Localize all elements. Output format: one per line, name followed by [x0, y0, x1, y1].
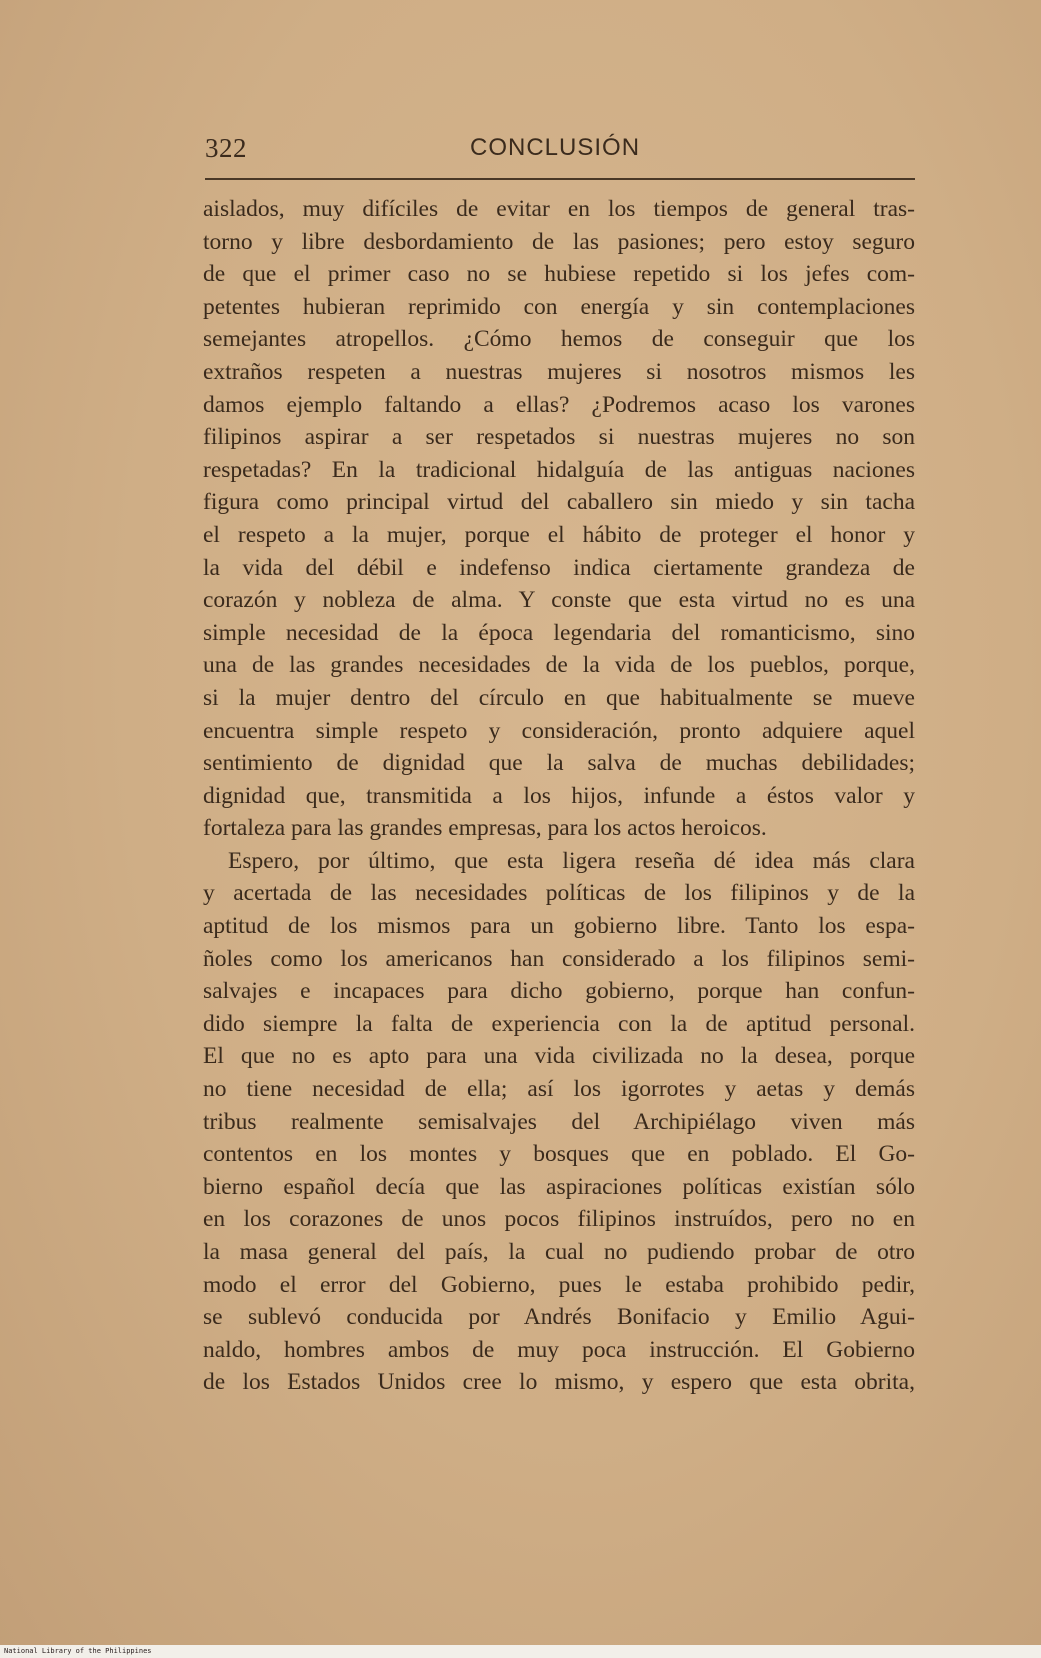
text-line: una de las grandes necesidades de la vida de los pueblos, porque, — [203, 652, 915, 679]
text-line: El que no es apto para una vida civilizada no la desea, porque — [203, 1043, 915, 1070]
text-line: figura como principal virtud del caballero sin miedo y sin tacha — [203, 489, 915, 516]
text-line: filipinos aspirar a ser respetados si nuestras mujeres no son — [203, 424, 915, 451]
scan-bottom-strip — [0, 1645, 1041, 1658]
text-line: dignidad que, transmitida a los hijos, infunde a éstos valor y — [203, 782, 915, 809]
text-line: respetadas? En la tradicional hidalguía de las antiguas naciones — [203, 456, 915, 483]
text-line: de que el primer caso no se hubiese repetido si los jefes com- — [203, 261, 915, 288]
text-line: no tiene necesidad de ella; así los igorrotes y aetas y demás — [203, 1076, 915, 1103]
text-line: aislados, muy difíciles de evitar en los tiempos de general tras- — [203, 196, 915, 222]
text-line: se sublevó conducida por Andrés Bonifacio y Emilio Agui- — [203, 1304, 915, 1331]
page-number: 322 — [205, 133, 247, 163]
body-text — [203, 193, 915, 1399]
text-line: aptitud de los mismos para un gobierno libre. Tanto los espa- — [203, 913, 915, 940]
text-line: de los Estados Unidos cree lo mismo, y espero que esta obrita, — [203, 1369, 915, 1396]
text-line: bierno español decía que las aspiraciones políticas existían sólo — [203, 1173, 915, 1200]
text-line: tribus realmente semisalvajes del Archipiélago viven más — [203, 1108, 915, 1135]
text-line-paragraph-end: fortaleza para las grandes empresas, para los actos heroicos. — [203, 815, 767, 842]
header-rule — [205, 178, 915, 180]
text-line: el respeto a la mujer, porque el hábito de proteger el honor y — [203, 521, 915, 548]
text-line: la vida del débil e indefenso indica ciertamente grandeza de — [203, 554, 915, 581]
text-line: corazón y nobleza de alma. Y conste que esta virtud no es una — [203, 587, 915, 614]
text-line: la masa general del país, la cual no pudiendo probar de otro — [203, 1239, 915, 1265]
text-line-paragraph-start: Espero, por último, que esta ligera reseña dé idea más clara — [228, 847, 915, 874]
scan-credit: National Library of the Philippines — [4, 1647, 152, 1655]
text-line: si la mujer dentro del círculo en que habitualmente se mueve — [203, 684, 915, 711]
text-line: dido siempre la falta de experiencia con la de aptitud personal. — [203, 1010, 915, 1037]
text-line: salvajes e incapaces para dicho gobierno, porque han confun- — [203, 978, 915, 1005]
text-line: contentos en los montes y bosques que en poblado. El Go- — [203, 1141, 915, 1168]
text-line: sentimiento de dignidad que la salva de muchas debilidades; — [203, 750, 915, 777]
text-line: encuentra simple respeto y consideración, pronto adquiere aquel — [203, 717, 915, 744]
text-line: simple necesidad de la época legendaria del romanticismo, sino — [203, 619, 915, 646]
text-line: damos ejemplo faltando a ellas? ¿Podremos acaso los varones — [203, 391, 915, 418]
text-line: modo el error del Gobierno, pues le estaba prohibido pedir, — [203, 1271, 915, 1298]
text-line: y acertada de las necesidades políticas de los filipinos y de la — [203, 880, 915, 907]
text-line: extraños respeten a nuestras mujeres si nosotros mismos les — [203, 358, 915, 385]
running-head: CONCLUSIÓN — [470, 134, 641, 161]
text-line: ñoles como los americanos han considerado a los filipinos semi- — [203, 945, 915, 972]
text-line: semejantes atropellos. ¿Cómo hemos de conseguir que los — [203, 326, 915, 353]
text-line: naldo, hombres ambos de muy poca instrucción. El Gobierno — [203, 1336, 915, 1363]
text-line: petentes hubieran reprimido con energía y sin contemplaciones — [203, 293, 915, 320]
text-line: en los corazones de unos pocos filipinos instruídos, pero no en — [203, 1206, 915, 1233]
text-line: torno y libre desbordamiento de las pasiones; pero estoy seguro — [203, 228, 915, 255]
